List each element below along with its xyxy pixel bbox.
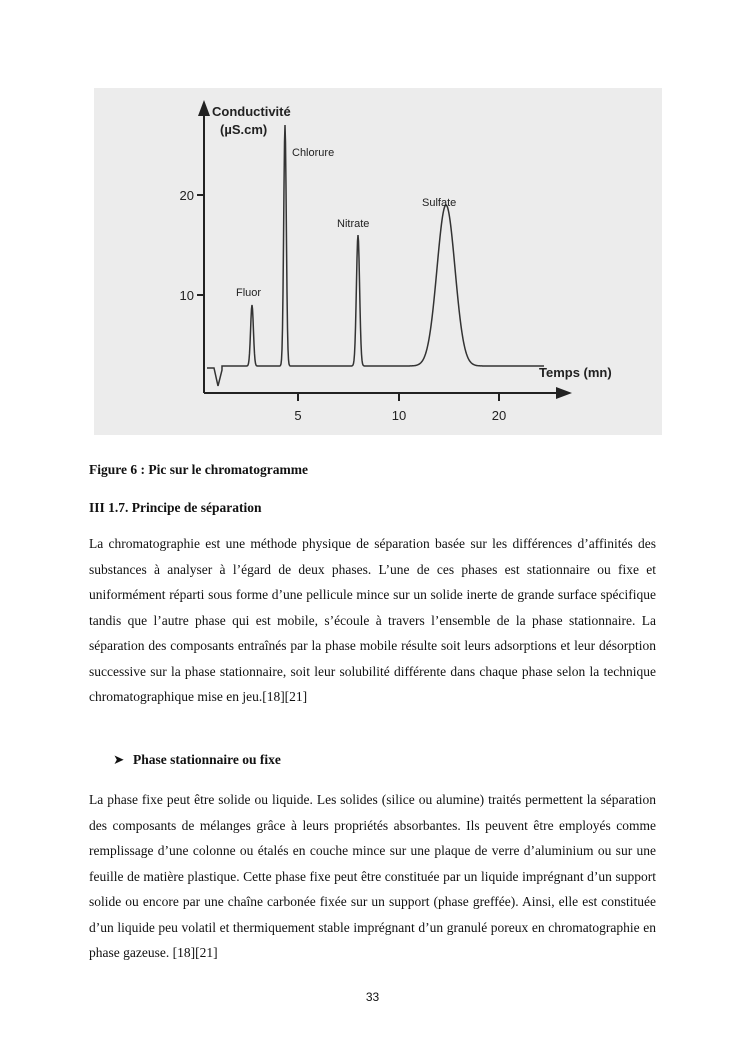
x-axis-label: Temps (mn) [539, 365, 612, 380]
peak-label-nitrate: Nitrate [337, 218, 370, 230]
section-heading: III 1.7. Principe de séparation [89, 500, 262, 515]
chromatogram-trace [207, 125, 544, 386]
peak-label-fluor: Fluor [236, 287, 262, 299]
bullet-heading [113, 752, 281, 768]
paragraph-stationary-phase: La phase fixe peut être solide ou liquide. Les solides (silice ou alumine) traités permettent la séparation des composants de mélanges grâce à leurs propriétés absorbantes. Ils peuvent être employés comme remplissage d’une colonne ou étalés en couche mince sur une plaque de verre d’aluminium ou sur une feuille de matière plastique. Cette phase fixe peut être constituée par un liquide imprégnant d’un support solide ou encore par une chaîne carbonée fixée sur un support (phase greffée). Ainsi, elle est constituée d’un liquide peu volatil et thermiquement stable imprégnant d’un granulé poreux en chromatographie en phase gazeuse. [18][21] [89, 792, 656, 960]
peak-label-chlorure: Chlorure [292, 147, 335, 159]
peak-label-sulfate: Sulfate [422, 197, 457, 209]
x-tick-label: 10 [391, 408, 407, 423]
x-tick-label: 5 [294, 408, 302, 423]
page-number: 33 [365, 990, 380, 1004]
chromatogram-chart [94, 88, 662, 435]
arrow-bullet-icon: ➤ [113, 752, 125, 767]
y-axis-label-line1: Conductivité [212, 104, 291, 119]
y-axis-label-line2: (µS.cm) [220, 122, 268, 137]
y-axis-arrow [198, 100, 210, 116]
y-tick-label: 10 [179, 288, 194, 303]
x-axis-arrow [556, 387, 572, 399]
y-tick-label: 20 [179, 188, 194, 203]
x-tick-label: 20 [491, 408, 507, 423]
chromatogram-figure [94, 88, 662, 435]
figure-caption: Figure 6 : Pic sur le chromatogramme [89, 462, 308, 477]
paragraph-principle: La chromatographie est une méthode physique de séparation basée sur les différences d’affinités des substances à analyser à l’égard de deux phases. L’une de ces phases est stationnaire ou fixe et uniformément réparti sous forme d’une pellicule mince sur un solide inerte de grande surface spécifique tandis que l’autre phase qui est mobile, s’écoule à travers l’ensemble de la phase stationnaire. La séparation des composants entraînés par la phase mobile résulte soit leurs adsorptions et leur désorption successive sur la phase stationnaire, soit leur solubilité différente dans chaque phase selon la technique chromatographique mise en jeu.[18][21] [89, 536, 656, 704]
bullet-heading-text: Phase stationnaire ou fixe [133, 752, 281, 767]
